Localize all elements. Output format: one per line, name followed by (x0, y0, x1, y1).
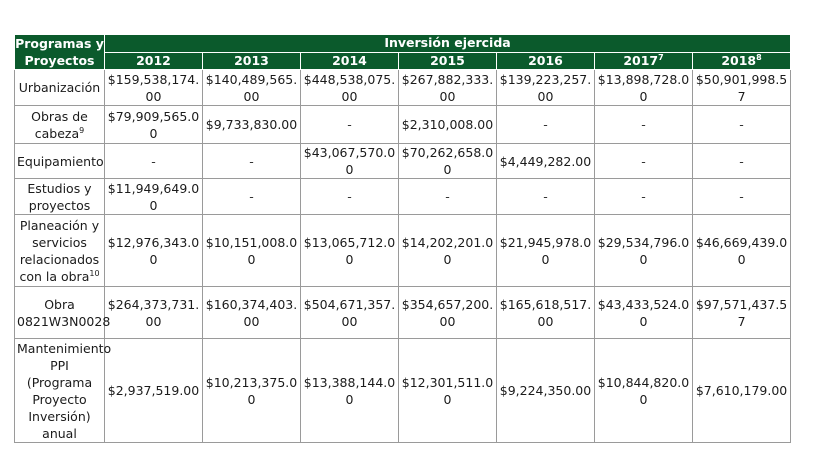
value-cell: $10,844,820.00 (595, 339, 693, 443)
row-footnote: 10 (89, 268, 100, 278)
table-row (15, 70, 791, 106)
row-label: Urbanización (18, 80, 101, 95)
empty-value-cell: - (497, 179, 595, 215)
value-cell: $140,489,565.00 (203, 70, 301, 106)
table-row (15, 179, 791, 215)
empty-value-cell: - (105, 144, 203, 179)
row-label-cell (15, 339, 112, 443)
table-body (15, 70, 791, 443)
row-label: Planeación y servicios relacionados con la obra (19, 217, 100, 284)
year-header (497, 52, 595, 70)
row-label-cell (15, 144, 105, 179)
value-cell: $70,262,658.00 (399, 144, 497, 179)
row-footnote: 9 (79, 125, 85, 135)
year-header (595, 52, 693, 70)
year-label: 2016 (528, 52, 563, 68)
empty-value-cell: - (497, 106, 595, 144)
empty-value-cell: - (595, 179, 693, 215)
value-cell: $11,949,649.00 (105, 179, 203, 215)
year-label: 2014 (332, 52, 367, 68)
table-row (15, 215, 791, 287)
year-header (693, 52, 791, 70)
value-cell: $14,202,201.00 (399, 215, 497, 287)
year-label: 2012 (136, 52, 171, 68)
value-cell: $21,945,978.00 (497, 215, 595, 287)
value-cell: $9,224,350.00 (497, 339, 595, 443)
row-label-cell (15, 215, 105, 287)
value-cell: $448,538,075.00 (301, 70, 399, 106)
value-cell: $10,213,375.00 (203, 339, 301, 443)
value-cell: $13,388,144.00 (301, 339, 399, 443)
empty-value-cell: - (595, 144, 693, 179)
value-cell: $13,898,728.00 (595, 70, 693, 106)
row-label-cell (15, 70, 105, 106)
empty-value-cell: - (595, 106, 693, 144)
value-cell: $264,373,731.00 (105, 287, 203, 339)
row-label-cell (15, 287, 111, 339)
value-cell: $267,882,333.00 (399, 70, 497, 106)
empty-value-cell: - (693, 144, 791, 179)
value-cell: $43,433,524.00 (595, 287, 693, 339)
empty-value-cell: - (203, 179, 301, 215)
year-label: 2017 (623, 52, 659, 68)
value-cell: $2,937,519.00 (105, 339, 203, 443)
value-cell: $29,534,796.00 (595, 215, 693, 287)
table-row (15, 339, 791, 443)
year-label: 2015 (430, 52, 465, 68)
header-row-top (15, 35, 791, 53)
row-label: Obra 0821W3N0028 (17, 296, 111, 329)
year-header-row (15, 52, 791, 70)
value-cell: $12,976,343.00 (105, 215, 203, 287)
value-cell: $165,618,517.00 (497, 287, 595, 339)
empty-value-cell: - (693, 106, 791, 144)
year-header (203, 52, 301, 70)
value-cell: $46,669,439.00 (693, 215, 791, 287)
row-label: Equipamiento (17, 153, 104, 169)
table-row (15, 106, 791, 144)
value-cell: $10,151,008.00 (203, 215, 301, 287)
empty-value-cell: - (301, 106, 399, 144)
value-cell: $79,909,565.00 (105, 106, 203, 144)
programs-header: Programas y Proyectos (15, 36, 104, 68)
empty-value-cell: - (203, 144, 301, 179)
row-label: Mantenimiento PPI (Programa Proyecto Inversión) anual (17, 340, 112, 441)
empty-value-cell: - (693, 179, 791, 215)
value-cell: $12,301,511.00 (399, 339, 497, 443)
value-cell: $160,374,403.00 (203, 287, 301, 339)
year-label: 2013 (234, 52, 269, 68)
value-cell: $139,223,257.00 (497, 70, 595, 106)
value-cell: $97,571,437.57 (693, 287, 791, 339)
value-cell: $50,901,998.57 (693, 70, 791, 106)
value-cell: $43,067,570.00 (301, 144, 399, 179)
row-label-cell (15, 179, 105, 215)
value-cell: $9,733,830.00 (203, 106, 301, 144)
value-cell: $13,065,712.00 (301, 215, 399, 287)
year-footnote: 8 (756, 52, 762, 62)
table-row (15, 144, 791, 179)
value-cell: $354,657,200.00 (399, 287, 497, 339)
row-label: Obras de cabeza (31, 108, 88, 141)
table-row (15, 287, 791, 339)
investment-table (14, 34, 791, 443)
value-cell: $2,310,008.00 (399, 106, 497, 144)
value-cell: $504,671,357.00 (301, 287, 399, 339)
value-cell: $159,538,174.00 (105, 70, 203, 106)
value-cell: $7,610,179.00 (693, 339, 791, 443)
year-header (105, 52, 203, 70)
row-label-cell (15, 106, 105, 144)
year-header (301, 52, 399, 70)
empty-value-cell: - (399, 179, 497, 215)
year-footnote: 7 (658, 52, 664, 62)
empty-value-cell: - (301, 179, 399, 215)
year-label: 2018 (721, 52, 757, 68)
investment-header: Inversión ejercida (105, 35, 791, 53)
row-label: Estudios y proyectos (27, 180, 92, 213)
value-cell: $4,449,282.00 (497, 144, 595, 179)
year-header (399, 52, 497, 70)
